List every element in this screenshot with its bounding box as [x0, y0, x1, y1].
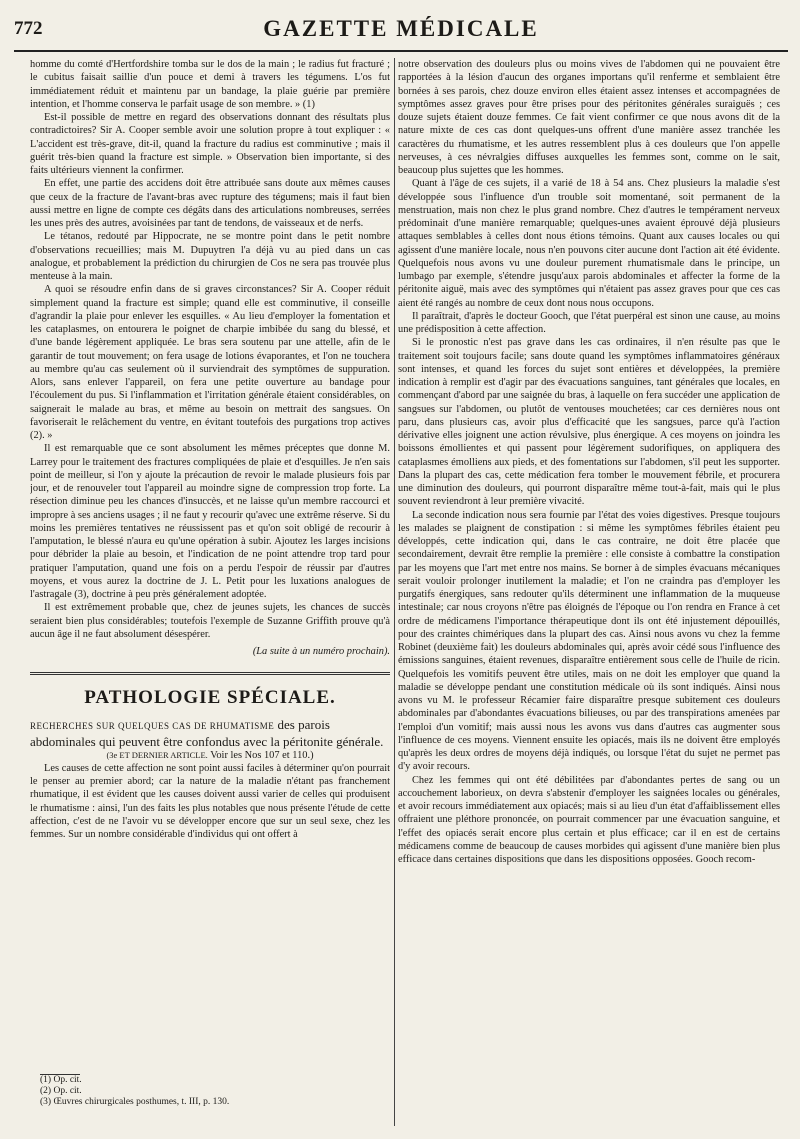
article-title-caps: RECHERCHES SUR QUELQUES CAS DE RHUMATISME [30, 720, 275, 731]
paragraph: Si le pronostic n'est pas grave dans les cas ordinaires, il n'en résulte pas que le traitement soit toujours facile; sans doute quand les symptômes inflammatoires généraux sont intenses, et quand les forces du sujet sont entières et développées, la première indication à remplir est d'agir par des évacuations sanguines, tant générales que locales, en commençant d'abord par une saignée du bras, à laquelle on fera succéder une application de sangsues sur l'abdomen, ou plutôt de ventouses mouchetées; car ces dernières nous ont paru, dans plusieurs cas, avoir plus d'efficacité que les sangsues, parce qu'à l'action dérivative elles joignent une action révulsive, plus énergique. A ces moyens on joindra les boissons émollientes et qui passent pour légèrement sudorifiques, on appliquera des cataplasmes émolliens aux pieds, et des fomentations sur l'abdomen, s'il peut les supporter. Dans la plupart des cas, cette médication fera tomber le mouvement fébrile, et procurera une diminution des douleurs, qui pourront disparaître même tout-à-fait, mais qui le plus souvent reviendront à leur première vivacité. [398, 337, 780, 508]
section-divider [30, 672, 390, 675]
paragraph: Les causes de cette affection ne sont point aussi faciles à déterminer qu'on pourrait le penser au premier abord; car la nature de la maladie n'étant pas franchement rhumatique, il est évident que les causes doivent aussi varier de celles qui produisent le rhumatisme : ainsi, l'un des faits les plus notables que nous présente l'étude de cette affection, c'est de ne l'avoir vu se développer encore que sur un seul sexe, chez les femmes. Sur un nombre considérable d'individus qui ont offert à [30, 762, 390, 840]
paragraph: Le tétanos, redouté par Hippocrate, ne se montre point dans le petit nombre d'observations recueillies; mais M. Dupuytren l'a déjà vu au pied dans un cas analogue, et probablement la prédiction du chirurgien de Cos ne sera pas trouvée plus menteuse à la main. [30, 231, 390, 282]
column-rule [394, 58, 395, 1126]
article-title-rest: des parois abdominales qui peuvent être confondus avec la péritonite générale. [30, 716, 384, 749]
paragraph: Chez les femmes qui ont été débilitées par d'abondantes pertes de sang ou un accouchement laborieux, on devra s'abstenir d'employer les saignées locales ou générales, et avoir recours immédiatement aux opiacés; mais si au lieu d'un état d'affaiblissement elles offraient une pléthore prononcée, on pourrait commencer par une évacuation sanguine, et l'effet des opiacés serait encore plus certain et plus efficace; car il en est de certains médicamens comme de beaucoup de causes morbides qui agissent d'une manière bien plus efficace dans certaines dispositions que dans les dispositions opposées. Gooch recom- [398, 774, 780, 865]
page-header [14, 16, 788, 52]
to-be-continued-note: (La suite à un numéro prochain). [252, 646, 390, 657]
paragraph: A quoi se résoudre enfin dans de si graves circonstances? Sir A. Cooper réduit simplement quand la fracture est simple; quand elle est comminutive, il conseille d'agrandir la plaie pour enlever les esquilles. « Au lieu d'employer la fomentation et les cataplasmes, on entourera le poignet de charpie imbibée du sang du blessé, et d'une bande légèrement appliquée. Le bras sera soutenu par une attelle, afin de le garantir de tout mouvement; on fera usage de lotions évaporantes, et l'on ne touchera au membre qu'au cas seulement où il surviendrait des symptômes de suppuration. Alors, sans enlever l'appareil, on fera une petite ouverture au bandage pour l'écoulement du pus. Si l'inflammation et l'irritation générale étaient considérables, on saignerait le malade au bras, et même au besoin on mettrait des sangsues. On favoriserait le relâchement du ventre, en évitant toutefois des purgations trop actives (2). » [30, 284, 390, 441]
paragraph: homme du comté d'Hertfordshire tomba sur le dos de la main ; le radius fut fracturé ; le cubitus faisait saillie d'un pouce et demi à travers les tégumens. L'os fut immédiatement réduit et maintenu par un bandage, la plaie guérie par première intention, et l'homme conserva le parfait usage de son membre. » (1) [30, 59, 390, 110]
article-note-caps: (3e ET DERNIER ARTICLE. [106, 749, 208, 760]
paragraph: Il est remarquable que ce sont absolument les mêmes préceptes que donne M. Larrey pour le traitement des fractures compliquées de plaie et d'esquilles. Je n'en sais point de meilleur, si l'on y ajoute la précaution de revoir le malade plusieurs fois par jour, et de renouveler tout l'appareil au moindre signe de compression trop forte. La résection diminue peu les chances d'insuccès, et ne laisse qu'un membre raccourci et impropre à ses anciens usages ; il ne faut y recourir qu'avec une extrême réserve. Si du moins les premières tentatives ne réussissent pas et qu'on soit obligé de recourir à l'amputation, le blessé n'aura eu qu'une opération à subir. Ajoutez les larges incisions pour débrider la plaie au besoin, et l'indication de ne point attendre trop tard pour pratiquer l'amputation, quand une fois on a perdu l'espoir de réussir par d'autres moyens, et vous aurez la doctrine de J. L. Petit pour les luxations analogues de l'astragale (3), doctrine à peu près généralement adoptée. [30, 443, 390, 600]
paragraph: Est-il possible de mettre en regard des observations donnant des résultats plus contradictoires? Sir A. Cooper semble avoir une solution propre à tout expliquer : « L'accident est très-grave, dit-il, quand la fracture du radius est comminutive ; mais il guérit très-bien quand la fracture est simple. » Observation bien importante, si des faits ultérieurs viennent la confirmer. [30, 112, 390, 176]
paragraph: notre observation des douleurs plus ou moins vives de l'abdomen qui ne pouvaient être rapportées à la lésion d'aucun des organes importans qu'il renferme et semblaient être bornées à ses parois, chez douze environ elles étaient assez intenses et accompagnées de symptômes assez graves pour être prises pour des péritonites générales suraiguës ; ces douze sujets étaient douze femmes. Ce fait vient confirmer ce que nous avons dit de la nature mixte de ces cas dont quelques-uns offrent d'une manière assez tranchée les caractères du rhumatisme, et les autres ressemblent plus à ces douleurs que l'on appelle nerveuses, à ces névralgies diffuses auxquelles les femmes sont, comme on le sait, beaucoup plus sujettes que les hommes. [398, 59, 780, 176]
footnote: (1) Op. cit. [40, 1075, 82, 1085]
journal-title: GAZETTE MÉDICALE [263, 16, 539, 41]
footnote: (2) Op. cit. [40, 1086, 82, 1096]
article-title [30, 717, 390, 749]
footnotes [40, 1074, 370, 1108]
right-column [398, 58, 780, 1130]
article-note [30, 749, 390, 762]
paragraph: Il paraîtrait, d'après le docteur Gooch, que l'état puerpéral est sinon une cause, au moins une prédisposition à cette affection. [398, 310, 780, 335]
section-title: PATHOLOGIE SPÉCIALE. [84, 687, 336, 709]
paragraph: Il est extrêmement probable que, chez de jeunes sujets, les chances de succès seraient bien plus considérables; toutefois l'exemple de Suzanne Griffith prouve qu'à aucun âge il ne faut absolument désespérer. [30, 602, 390, 640]
footnote: (3) Œuvres chirurgicales posthumes, t. III, p. 130. [40, 1097, 230, 1107]
paragraph: En effet, une partie des accidens doit être attribuée sans doute aux mêmes causes que ceux de la fracture de l'avant-bras avec rupture des tégumens; mais il faut bien aussi mettre en ligne de compte ces dégâts dans des articulations nombreuses, serrées les unes près des autres, avoisinées par tant de tendons, de vaisseaux et de nerfs. [30, 178, 390, 229]
paragraph: La seconde indication nous sera fournie par l'état des voies digestives. Presque toujours les malades se plaignent de constipation : si même les symptômes fébriles étaient peu développés, cette indication qui, dans le cas contraire, ne doit être placée que secondairement, devrait être remplie la première : elle consiste à combattre la constipation par les moyens que l'art met entre nos mains. Se borner à de simples évacuans mécaniques serait vouloir prolonger inutilement la maladie; et l'on ne craindra pas d'employer les purgatifs énergiques, sans redouter qu'ils déterminent une inflammation de la muqueuse intestinale; car nous croyons n'être pas éloignés de l'époque ou l'on rendra en France à cet ordre de médicamens l'importance thérapeutique dont ils ont été injustement dépouillés, pour des craintes chimériques dans la plupart des cas. Ainsi nous avons vu chez la femme Robinet (deuxième fait) les douleurs abdominales qui, après avoir cédé sous l'influence des émissions sanguines, étaient revenues, disparaître entièrement sous celle de l'huile de ricin. Quelquefois les vomitifs peuvent être utiles, mais on ne doit les employer que quand la maladie se développe pendant une constitution médicale où ils sont indiqués. Ainsi nous avons vu M. le professeur Récamier faire disparaître presque subitement ces douleurs abdominales par d'abondantes évacuations bilieuses, ou par des transpirations amenées par l'emploi d'un vomitif; mais aussi nous les avons vus dans d'autres cas augmenter sous l'influence de ces moyens. Viennent ensuite les opiacés, mais ils ne doivent être employés qu'après les deux ordres de moyens déjà indiqués, ou lorsque l'état du sujet ne permet pas d'y avoir recours. [398, 509, 780, 773]
article-note-rest: Voir les Nos 107 et 110.) [210, 749, 314, 761]
page-number: 772 [14, 18, 43, 39]
paragraph: Quant à l'âge de ces sujets, il a varié de 18 à 54 ans. Chez plusieurs la maladie s'est développée sous l'influence d'un trouble soit momentané, soit permanent de la menstruation, mais non chez le plus grand nombre. Chez d'autres le tempérament nerveux prédominait d'une manière remarquable; quelques-unes avaient éprouvé déjà plusieurs attaques semblables à celles dont nous étions témoins. Quant aux causes locales ou qui agissent d'une manière locale, nous n'en pouvons citer aucune dont l'action ait été évidente. Quelquefois nous avons vu une douleur purement rhumatismale dans le principe, un lumbago par exemple, s'étendre jusqu'aux parois abdominales et affecter la forme de la péritonite aiguë, mais avec des symptômes qui n'étaient pas assez graves pour que ces cas aient été rangés au nombre de ceux dont nous nous occupons. [398, 178, 780, 309]
left-column [30, 58, 390, 1130]
